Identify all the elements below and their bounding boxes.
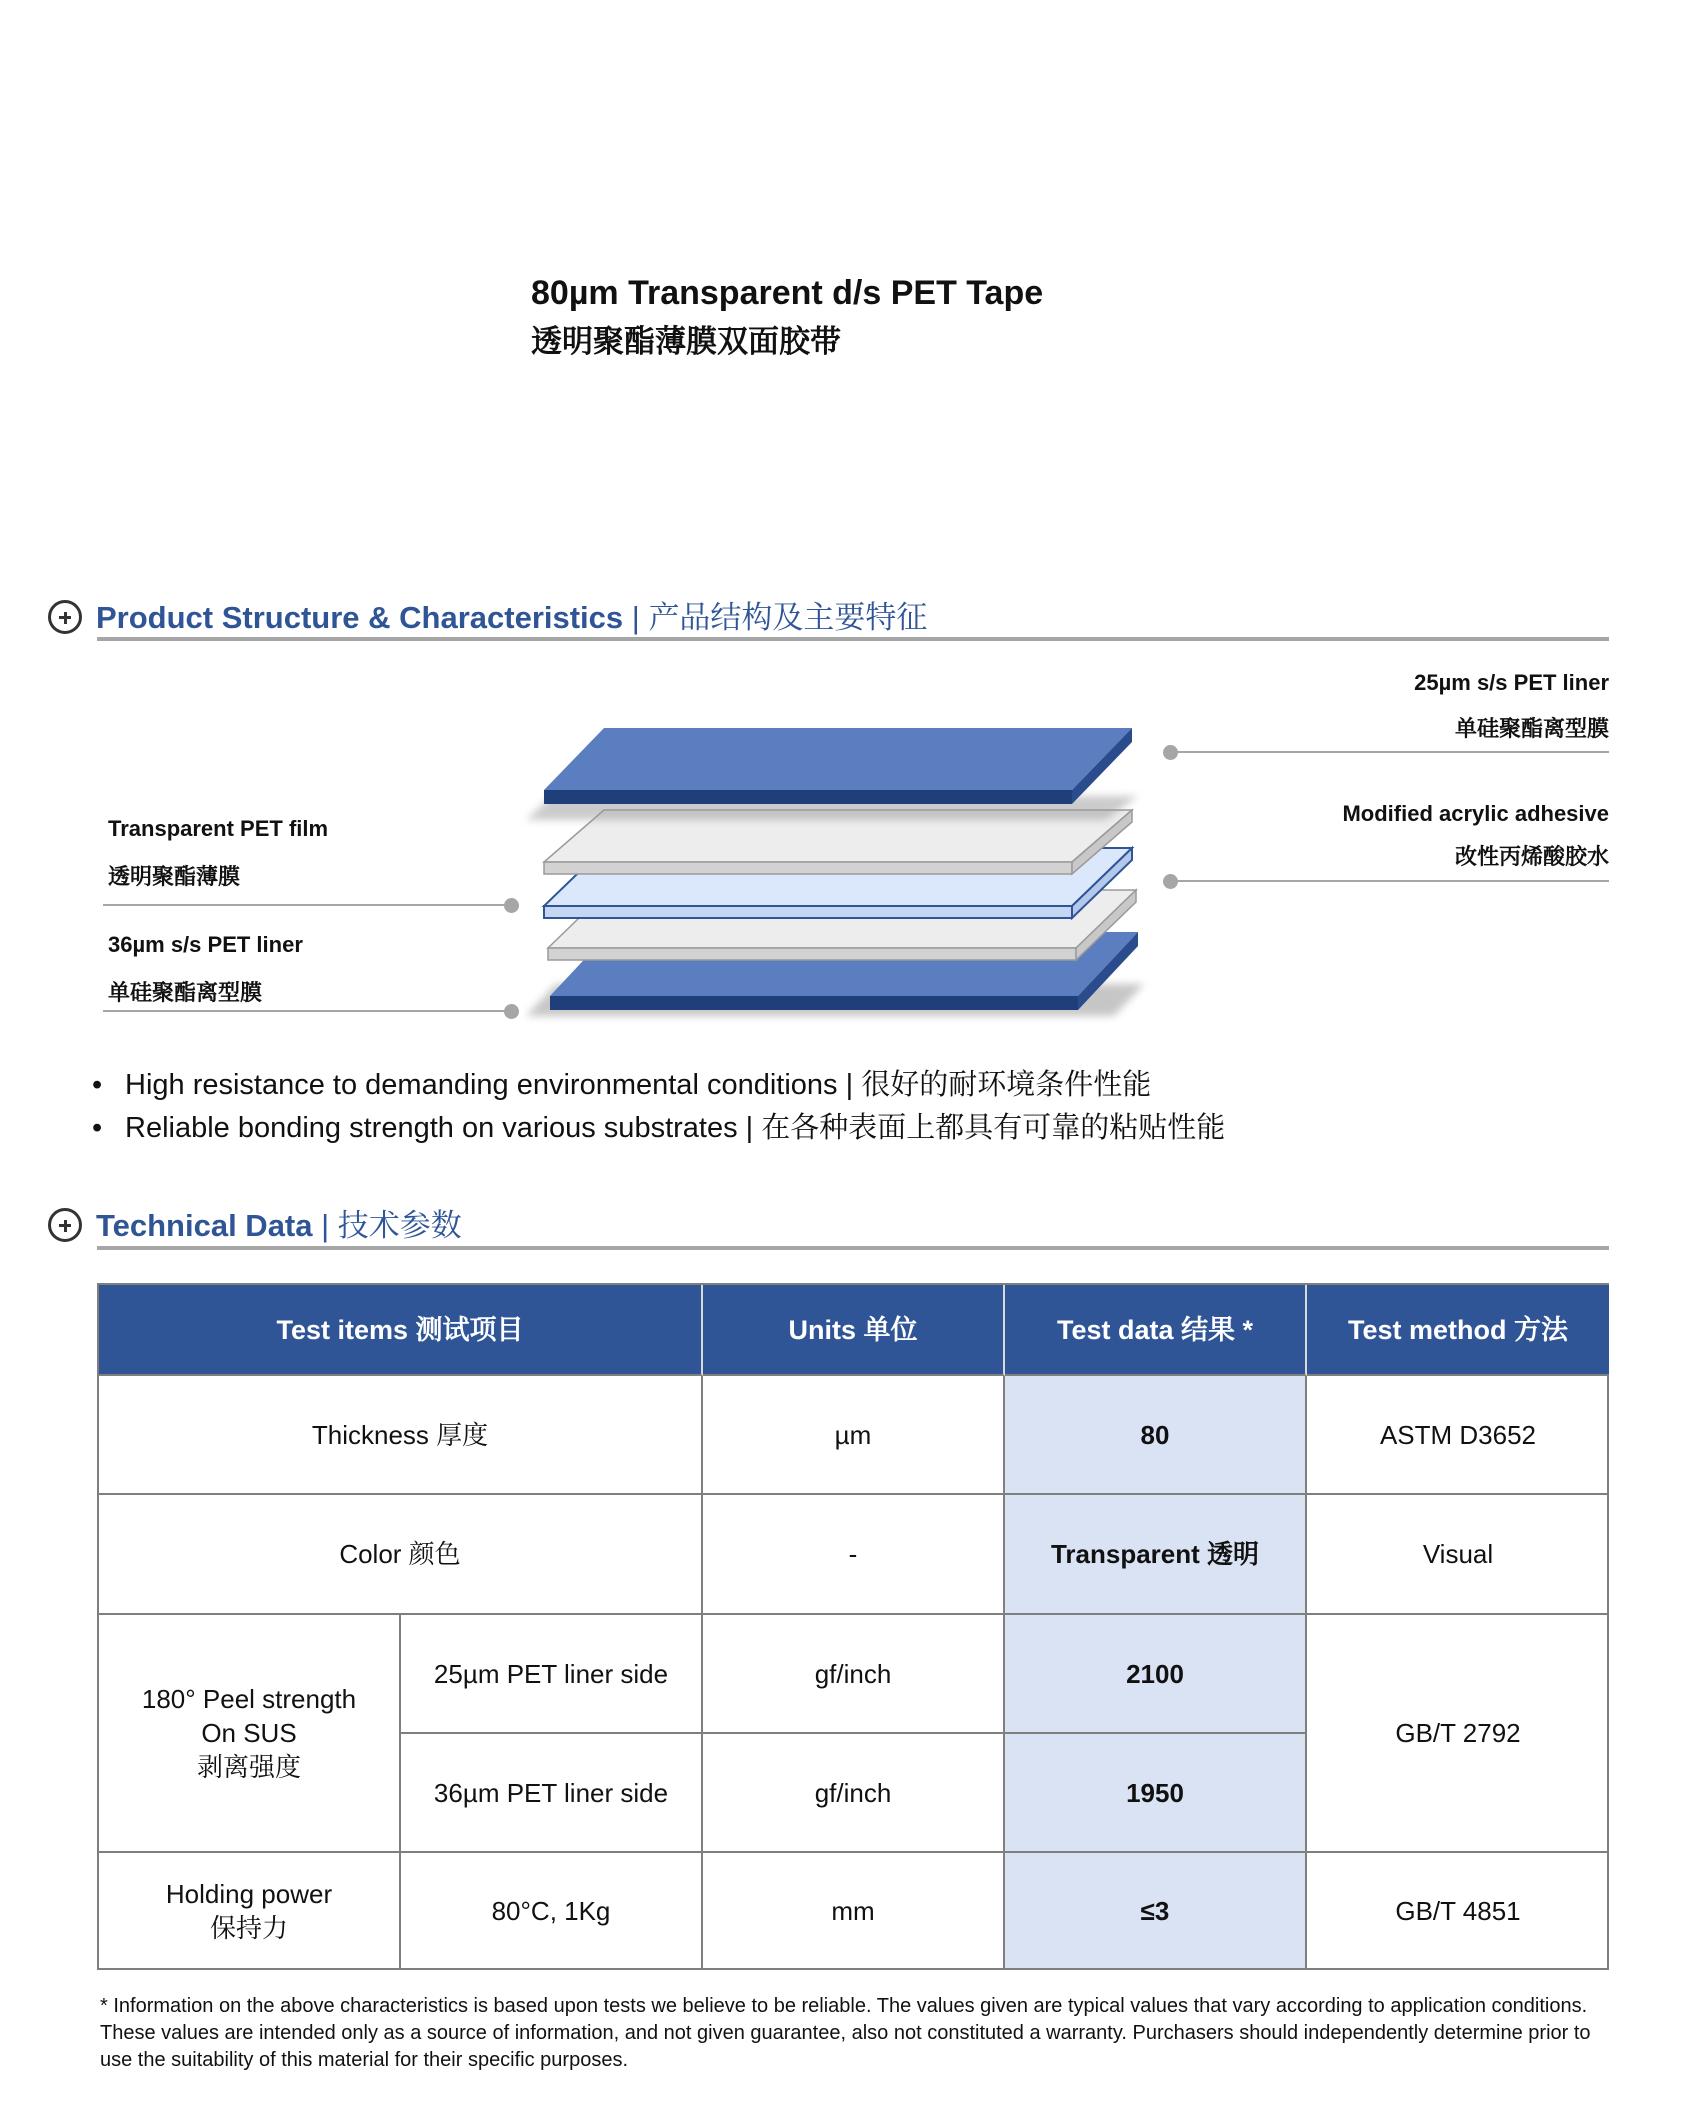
peel-item-line3: 剥离强度 — [196, 1752, 301, 1782]
label-film-en: Transparent PET film — [108, 816, 329, 841]
cell-peel-item — [99, 1615, 401, 1853]
callout-line-film — [103, 904, 513, 906]
section-title-technical — [96, 1200, 462, 1245]
callout-line-top-liner — [1172, 751, 1609, 753]
cell-holding-method: GB/T 4851 — [1395, 1895, 1521, 1926]
cell-thickness-item: Thickness 厚度 — [99, 1376, 703, 1495]
label-bottom-liner-cn: 单硅聚酯离型膜 — [108, 980, 263, 1005]
cell-color-method: Visual — [1307, 1495, 1609, 1615]
cell-holding-unit: mm — [703, 1853, 1005, 1968]
section-divider — [97, 637, 1609, 641]
label-top-liner-cn: 单硅聚酯离型膜 — [1454, 716, 1609, 741]
bullet-text-sep: | — [737, 1112, 762, 1144]
header-test-method: Test method 方法 — [1307, 1285, 1609, 1376]
holding-item-line1: Holding power — [165, 1878, 333, 1909]
header-test-data: Test data 结果 * — [1005, 1285, 1307, 1376]
callout-dot-film — [504, 898, 519, 913]
cell-thickness-unit: µm — [703, 1376, 1005, 1495]
bullet-text-en: High resistance to demanding environmental conditions — [125, 1069, 838, 1101]
cell-peel-method: GB/T 2792 — [1307, 1615, 1609, 1853]
peel-item-line2: On SUS — [201, 1718, 297, 1748]
section-title-structure-en: Product Structure & Characteristics — [96, 600, 624, 635]
label-adhesive-cn: 改性丙烯酸胶水 — [1454, 844, 1609, 869]
cell-peel-condition-25: 25µm PET liner side — [401, 1615, 703, 1734]
label-film-cn: 透明聚酯薄膜 — [108, 864, 241, 889]
cell-holding-value: ≤3 — [1005, 1853, 1307, 1968]
callout-line-adhesive — [1172, 880, 1609, 882]
expand-plus-icon — [48, 600, 82, 634]
section-title-technical-en: Technical Data — [96, 1208, 313, 1243]
cell-peel-value-25: 2100 — [1005, 1615, 1307, 1734]
callout-line-bottom-liner — [103, 1010, 513, 1012]
cell-thickness-method: ASTM D3652 — [1307, 1376, 1609, 1495]
cell-peel-condition-36: 36µm PET liner side — [401, 1734, 703, 1853]
technical-data-table — [97, 1283, 1609, 1970]
product-title-en: 80µm Transparent d/s PET Tape — [531, 274, 1044, 312]
bullet-text-cn: 在各种表面上都具有可靠的粘贴性能 — [761, 1112, 1226, 1144]
product-title-cn: 透明聚酯薄膜双面胶带 — [531, 324, 841, 359]
section-title-structure-cn: 产品结构及主要特征 — [648, 600, 928, 635]
section-divider — [97, 1246, 1609, 1250]
disclaimer-footnote: * Information on the above characteristics is based upon tests we believe to be reliable. The values given are typical values that vary according to application conditions. These values are intended only as a source of information, and not given guarantee, also not constituted a warranty. Purchasers should independently determine prior to use the suitability of this material for their specific purposes. — [100, 1995, 1591, 2071]
feature-bullet — [92, 1062, 1151, 1103]
bullet-text-sep: | — [837, 1069, 862, 1101]
label-top-liner-en: 25µm s/s PET liner — [1414, 670, 1609, 695]
tape-layer-diagram — [520, 710, 1160, 1040]
callout-dot-bottom-liner — [504, 1004, 519, 1019]
header-test-items: Test items 测试项目 — [99, 1285, 703, 1376]
bullet-symbol: • — [92, 1069, 103, 1101]
label-adhesive-en: Modified acrylic adhesive — [1342, 801, 1609, 826]
section-title-technical-sep: | — [312, 1208, 338, 1243]
cell-peel-unit-25: gf/inch — [703, 1615, 1005, 1734]
cell-peel-value-36: 1950 — [1005, 1734, 1307, 1853]
layer-top-liner — [526, 728, 1138, 820]
expand-plus-icon — [48, 1208, 82, 1242]
feature-bullet — [92, 1105, 1225, 1146]
cell-holding-item — [99, 1853, 401, 1968]
cell-thickness-value: 80 — [1005, 1376, 1307, 1495]
cell-color-unit: - — [703, 1495, 1005, 1615]
section-title-technical-cn: 技术参数 — [337, 1208, 462, 1243]
header-units: Units 单位 — [703, 1285, 1005, 1376]
section-title-structure-sep: | — [623, 600, 649, 635]
bullet-text-cn: 很好的耐环境条件性能 — [861, 1069, 1152, 1101]
cell-color-item: Color 颜色 — [99, 1495, 703, 1615]
cell-color-value: Transparent 透明 — [1005, 1495, 1307, 1615]
label-bottom-liner-en: 36µm s/s PET liner — [108, 932, 303, 957]
bullet-text-en: Reliable bonding strength on various substrates — [125, 1112, 738, 1144]
cell-peel-unit-36: gf/inch — [703, 1734, 1005, 1853]
holding-item-line2: 保持力 — [209, 1912, 288, 1943]
section-title-structure — [96, 592, 927, 637]
cell-holding-condition: 80°C, 1Kg — [401, 1853, 703, 1968]
peel-item-line1: 180° Peel strength — [141, 1684, 357, 1714]
bullet-symbol: • — [92, 1112, 103, 1144]
